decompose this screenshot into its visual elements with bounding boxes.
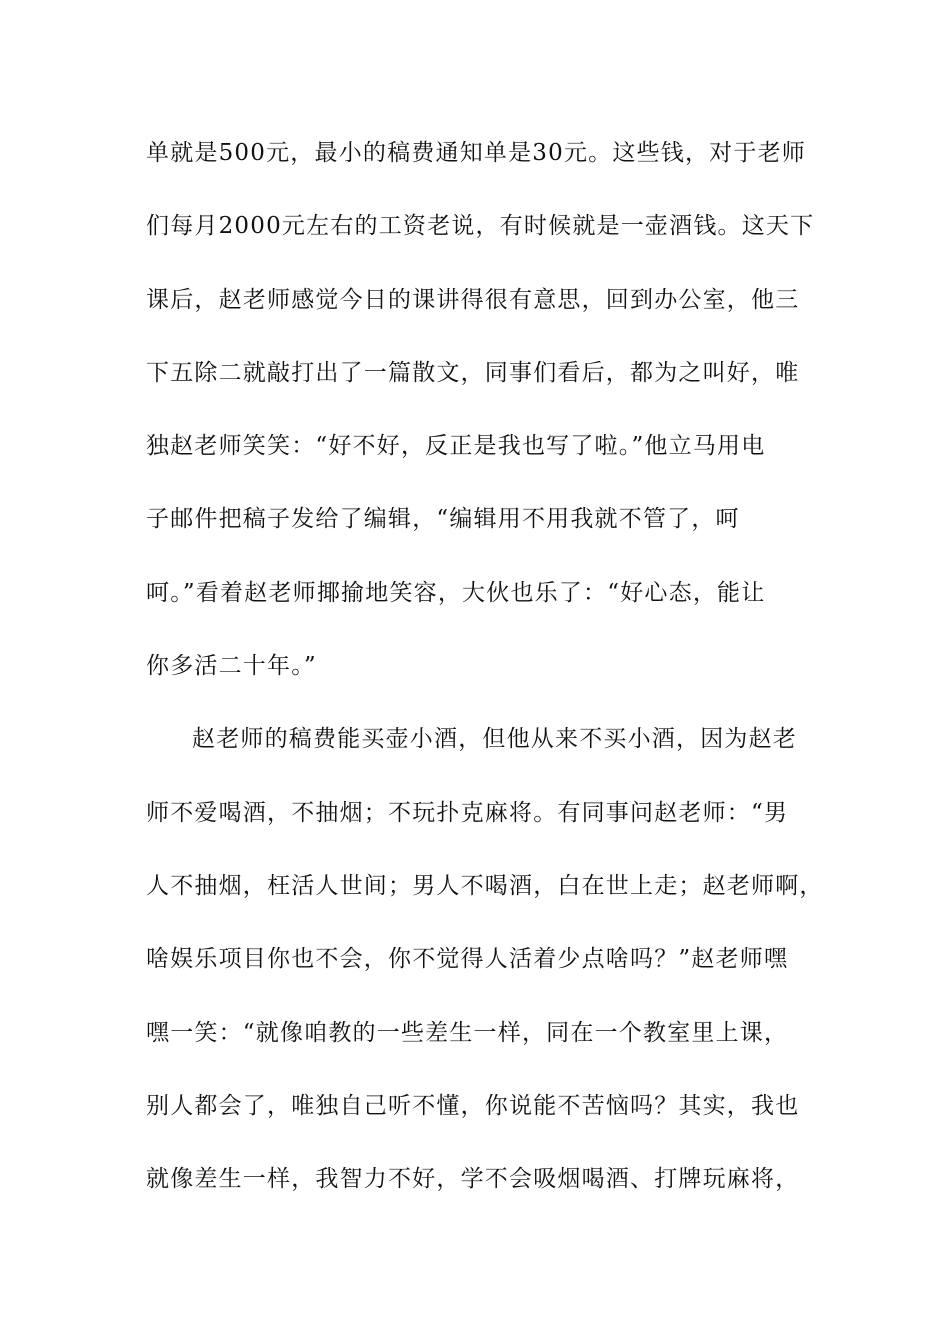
text-line: 你多活二十年。” (146, 653, 317, 680)
text-line: 单就是500元，最小的稿费通知单是30元。这些钱，对于老师 (146, 140, 806, 166)
text-line: 独赵老师笑笑：“好不好，反正是我也写了啦。”他立马用电 (146, 433, 766, 460)
text-line: 课后，赵老师感觉今日的课讲得很有意思，回到办公室，他三 (146, 286, 800, 313)
text-line: 们每月2000元左右的工资老说，有时候就是一壶酒钱。这天下 (146, 213, 815, 240)
body-text (146, 128, 826, 1227)
text-line: 下五除二就敲打出了一篇散文，同事们看后，都为之叫好，唯 (146, 359, 800, 386)
text-line: 人不抽烟，枉活人世间；男人不喝酒，白在世上走；赵老师啊， (146, 872, 824, 899)
text-line: 啥娱乐项目你也不会，你不觉得人活着少点啥吗？”赵老师嘿 (146, 946, 789, 973)
text-line: 就像差生一样，我智力不好，学不会吸烟喝酒、打牌玩麻将， (146, 1166, 800, 1193)
text-line: 别人都会了，唯独自己听不懂，你说能不苦恼吗？其实，我也 (146, 1092, 800, 1119)
text-line: 嘿一笑：“就像咱教的一些差生一样，同在一个教室里上课， (146, 1019, 789, 1046)
text-line: 子邮件把稿子发给了编辑，“编辑用不用我就不管了，呵 (146, 506, 740, 533)
paragraph-first-line: 赵老师的稿费能买壶小酒，但他从来不买小酒，因为赵老 (192, 726, 797, 753)
text-line: 师不爱喝酒，不抽烟；不玩扑克麻将。有同事问赵老师：“男 (146, 799, 789, 826)
text-line: 呵。”看着赵老师揶揄地笑容，大伙也乐了：“好心态，能让 (146, 579, 766, 606)
